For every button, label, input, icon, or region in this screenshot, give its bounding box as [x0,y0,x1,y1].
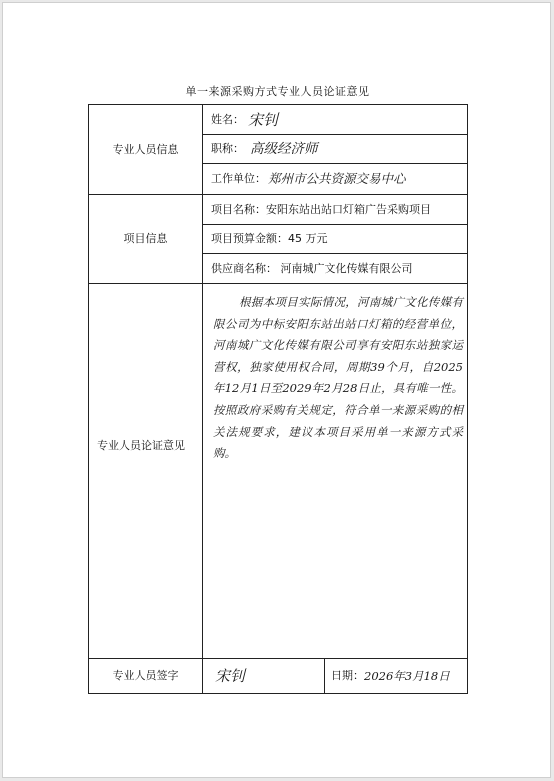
opinion-handwritten-text: 根据本项目实际情况，河南城广文化传媒有限公司为中标安阳东站出站口灯箱的经营单位，河南城广文化传媒有限公司享有安阳东站独家运营权，独家使用权合同，周期39个月，自2025年12月1日至2029年2月28日止，具有唯一性。按照政府采购有关规定，符合单一来源采购的相关法规要求，建议本项目采用单一来源方式采购。 [213,295,463,461]
employer-row [203,164,475,194]
date-label: 日期： [331,669,364,682]
opinion-label: 专业人员论证意见 [97,439,185,452]
name-handwritten: 宋钊 [248,110,279,129]
title-row [203,135,475,163]
signature-label: 专业人员签字 [112,669,179,682]
name-row [203,105,475,134]
project-budget: 项目预算金额：45 万元 [211,232,328,245]
project-name: 项目名称：安阳东站出站口灯箱广告采购项目 [211,202,431,216]
date-handwritten: 2026年3月18日 [364,669,450,683]
employer-label: 工作单位： [211,172,266,185]
opinion-form-table [88,104,468,694]
document-page [2,2,551,778]
document-title: 单一来源采购方式专业人员论证意见 [185,85,370,98]
signature-handwritten: 宋钊 [215,667,246,685]
expert-info-label: 专业人员信息 [112,142,179,156]
professional-title-label: 职称： [211,142,244,155]
professional-title-handwritten: 高级经济师 [250,141,318,157]
employer-handwritten: 郑州市公共资源交易中心 [268,171,406,186]
name-label: 姓名： [211,112,244,126]
section-divider [89,283,467,284]
signature-cell [203,659,324,693]
date-cell [325,659,467,693]
project-info-label: 项目信息 [123,232,168,245]
supplier-name: 供应商名称： 河南城广文化传媒有限公司 [211,261,413,275]
